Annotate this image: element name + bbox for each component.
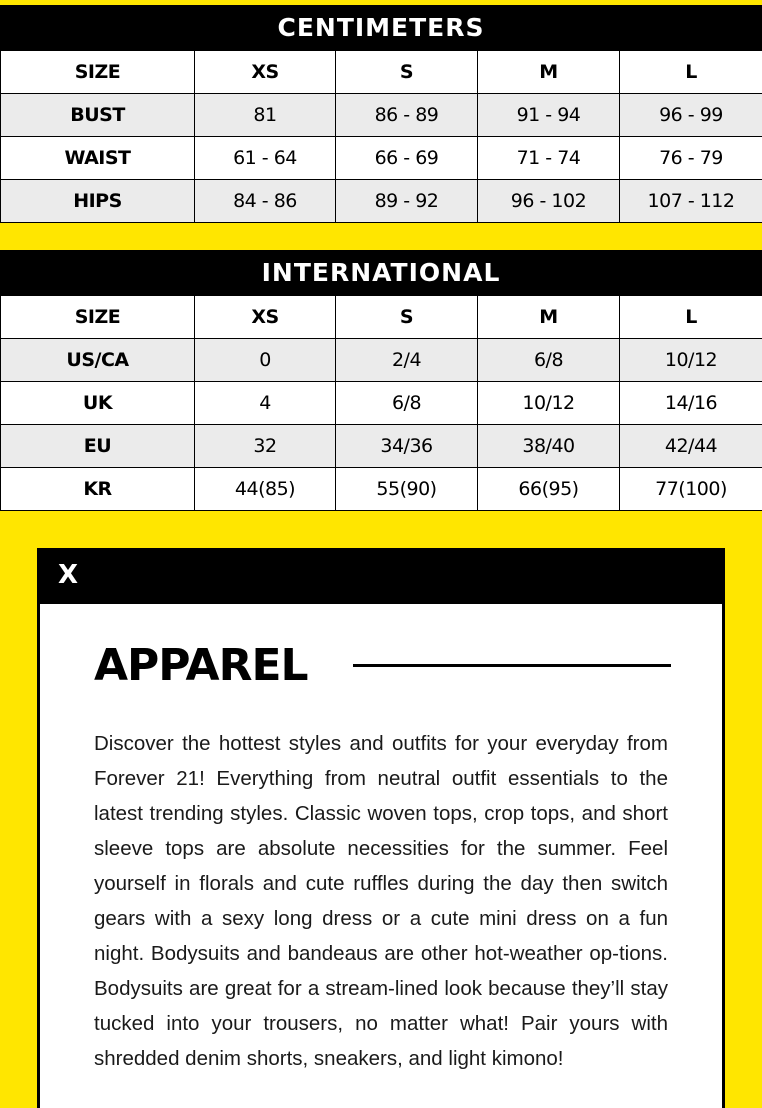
table-cell: 77(100)	[620, 468, 762, 511]
row-label: KR	[1, 468, 195, 511]
table-cell: 6/8	[478, 339, 620, 382]
row-label: HIPS	[1, 180, 195, 223]
row-label: BUST	[1, 94, 195, 137]
table-cell: 2/4	[336, 339, 478, 382]
table-row	[1, 180, 762, 223]
table-cell: 10/12	[478, 382, 620, 425]
table-cell: 71 - 74	[478, 137, 620, 180]
international-table	[0, 296, 762, 511]
table-cell: 107 - 112	[620, 180, 762, 223]
heading-divider	[353, 664, 671, 667]
header-cell: XS	[195, 51, 336, 94]
table-row	[1, 425, 762, 468]
table-cell: 10/12	[620, 339, 762, 382]
table-cell: 55(90)	[336, 468, 478, 511]
table-cell: 0	[195, 339, 336, 382]
table-cell: 86 - 89	[336, 94, 478, 137]
international-size-table	[0, 250, 762, 511]
table-cell: 61 - 64	[195, 137, 336, 180]
header-cell: S	[336, 296, 478, 339]
header-cell: M	[478, 51, 620, 94]
section-heading: APPAREL	[94, 640, 308, 692]
header-cell: XS	[195, 296, 336, 339]
header-cell: M	[478, 296, 620, 339]
table-cell: 44(85)	[195, 468, 336, 511]
table-cell: 76 - 79	[620, 137, 762, 180]
table-cell: 14/16	[620, 382, 762, 425]
row-label: EU	[1, 425, 195, 468]
card-header-bar	[40, 548, 722, 604]
apparel-info-card	[37, 548, 725, 1108]
table-row	[1, 382, 762, 425]
centimeters-size-table	[0, 5, 762, 223]
table-cell: 34/36	[336, 425, 478, 468]
row-label: US/CA	[1, 339, 195, 382]
table-row	[1, 468, 762, 511]
table-cell: 89 - 92	[336, 180, 478, 223]
centimeters-table	[0, 51, 762, 223]
table-cell: 91 - 94	[478, 94, 620, 137]
row-label: WAIST	[1, 137, 195, 180]
heading-row	[94, 640, 674, 692]
table-cell: 66(95)	[478, 468, 620, 511]
table-cell: 4	[195, 382, 336, 425]
centimeters-title: CENTIMETERS	[0, 5, 762, 51]
header-cell: SIZE	[1, 296, 195, 339]
header-cell: L	[620, 296, 762, 339]
table-cell: 81	[195, 94, 336, 137]
table-cell: 96 - 102	[478, 180, 620, 223]
header-cell: L	[620, 51, 762, 94]
close-icon[interactable]: X	[58, 560, 80, 590]
international-title: INTERNATIONAL	[0, 250, 762, 296]
table-cell: 96 - 99	[620, 94, 762, 137]
table-row	[1, 339, 762, 382]
table-cell: 84 - 86	[195, 180, 336, 223]
table-cell: 38/40	[478, 425, 620, 468]
table-cell: 42/44	[620, 425, 762, 468]
table-header-row	[1, 296, 762, 339]
table-row	[1, 137, 762, 180]
table-header-row	[1, 51, 762, 94]
row-label: UK	[1, 382, 195, 425]
table-cell: 6/8	[336, 382, 478, 425]
description-paragraph: Discover the hottest styles and outfits for your everyday from Forever 21! Everything from neutral outfit essentials to the latest trending styles. Classic woven tops, crop tops, and short sleeve tops are absolute necessities for the summer. Feel yourself in florals and cute ruffles during the day then switch gears with a sexy long dress or a cute mini dress on a fun night. Bodysuits and bandeaus are other hot-weather op-tions. Bodysuits are great for a stream-lined look because they’ll stay tucked into your trousers, no matter what! Pair yours with shredded denim shorts, sneakers, and light kimono!	[94, 726, 668, 1076]
table-cell: 32	[195, 425, 336, 468]
table-cell: 66 - 69	[336, 137, 478, 180]
header-cell: S	[336, 51, 478, 94]
table-row	[1, 94, 762, 137]
header-cell: SIZE	[1, 51, 195, 94]
